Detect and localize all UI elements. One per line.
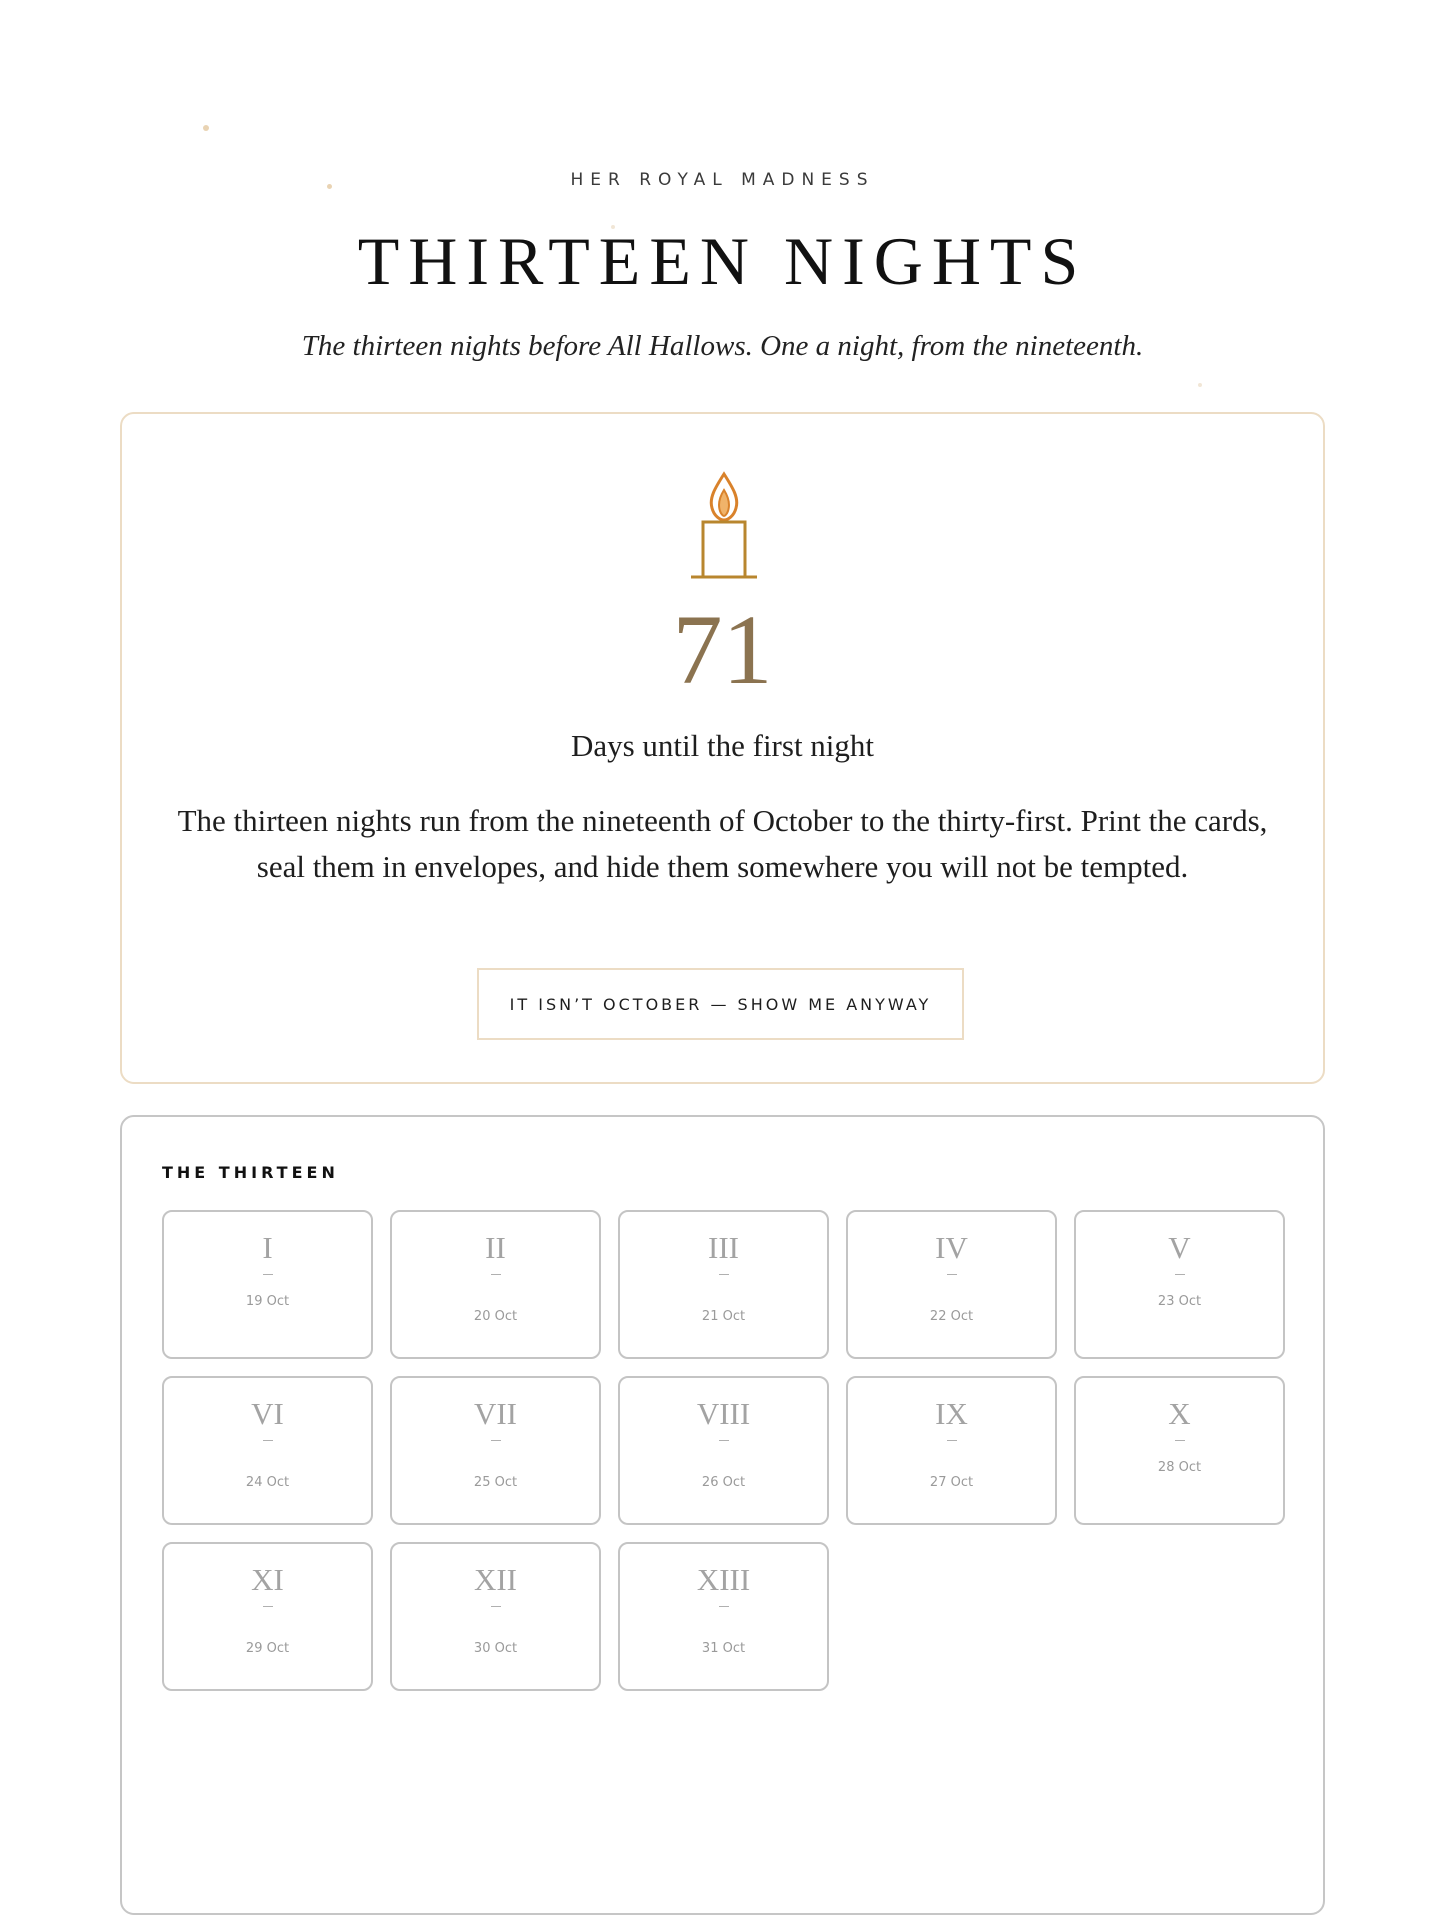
night-card-6[interactable] xyxy=(162,1376,373,1525)
night-dash xyxy=(947,1274,957,1275)
decorative-speck xyxy=(203,125,209,131)
night-card-4[interactable] xyxy=(846,1210,1057,1359)
night-numeral: I xyxy=(262,1230,273,1265)
night-dash xyxy=(719,1440,729,1441)
night-card-13[interactable] xyxy=(618,1542,829,1691)
night-numeral: IV xyxy=(935,1230,968,1265)
night-card-7[interactable] xyxy=(390,1376,601,1525)
night-numeral: XII xyxy=(473,1562,518,1597)
candle-icon xyxy=(689,470,759,582)
night-card-9[interactable] xyxy=(846,1376,1057,1525)
night-card-2[interactable] xyxy=(390,1210,601,1359)
night-dash xyxy=(1175,1440,1185,1441)
night-date: 30 Oct xyxy=(473,1641,518,1656)
night-dash xyxy=(263,1606,273,1607)
night-numeral: VIII xyxy=(696,1396,751,1431)
night-card-12[interactable] xyxy=(390,1542,601,1691)
night-card-1[interactable] xyxy=(162,1210,373,1359)
decorative-speck xyxy=(1198,383,1202,387)
night-date: 22 Oct xyxy=(929,1309,974,1324)
night-card-3[interactable] xyxy=(618,1210,829,1359)
night-date: 26 Oct xyxy=(701,1475,746,1490)
days-count-label: Days until the first night xyxy=(570,728,875,763)
night-numeral: II xyxy=(485,1230,506,1265)
night-numeral: V xyxy=(1168,1230,1191,1265)
night-dash xyxy=(491,1440,501,1441)
page-subtitle: The thirteen nights before All Hallows. One a night, from the nineteenth. xyxy=(301,330,1144,362)
days-count: 71 xyxy=(672,594,773,705)
night-numeral: XI xyxy=(251,1562,284,1597)
night-dash xyxy=(491,1606,501,1607)
night-date: 24 Oct xyxy=(245,1475,290,1490)
night-numeral: IX xyxy=(935,1396,968,1431)
night-date: 21 Oct xyxy=(701,1309,746,1324)
countdown-description: The thirteen nights run from the nineteenth of October to the thirty-first. Print the cards, seal them in envelopes, and hide them somewhere you will not be tempted. xyxy=(177,803,1268,884)
night-dash xyxy=(947,1440,957,1441)
night-date: 27 Oct xyxy=(929,1475,974,1490)
night-date: 19 Oct xyxy=(245,1294,290,1309)
site-eyebrow: HER ROYAL MADNESS xyxy=(570,170,875,190)
night-dash xyxy=(719,1274,729,1275)
night-numeral: X xyxy=(1168,1396,1191,1431)
page-title: THIRTEEN NIGHTS xyxy=(357,223,1088,299)
night-dash xyxy=(719,1606,729,1607)
night-date: 25 Oct xyxy=(473,1475,518,1490)
show-anyway-button[interactable]: IT ISN’T OCTOBER — SHOW ME ANYWAY xyxy=(477,968,964,1040)
night-card-11[interactable] xyxy=(162,1542,373,1691)
night-card-8[interactable] xyxy=(618,1376,829,1525)
night-date: 23 Oct xyxy=(1157,1294,1202,1309)
night-dash xyxy=(263,1440,273,1441)
night-card-10[interactable] xyxy=(1074,1376,1285,1525)
night-date: 31 Oct xyxy=(701,1641,746,1656)
night-dash xyxy=(1175,1274,1185,1275)
night-dash xyxy=(491,1274,501,1275)
night-numeral: III xyxy=(708,1230,739,1265)
grid-heading: THE THIRTEEN xyxy=(162,1163,339,1182)
night-card-5[interactable] xyxy=(1074,1210,1285,1359)
night-date: 20 Oct xyxy=(473,1309,518,1324)
night-numeral: VII xyxy=(473,1396,518,1431)
night-date: 29 Oct xyxy=(245,1641,290,1656)
night-date: 28 Oct xyxy=(1157,1460,1202,1475)
night-numeral: VI xyxy=(251,1396,284,1431)
night-numeral: XIII xyxy=(696,1562,751,1597)
night-dash xyxy=(263,1274,273,1275)
